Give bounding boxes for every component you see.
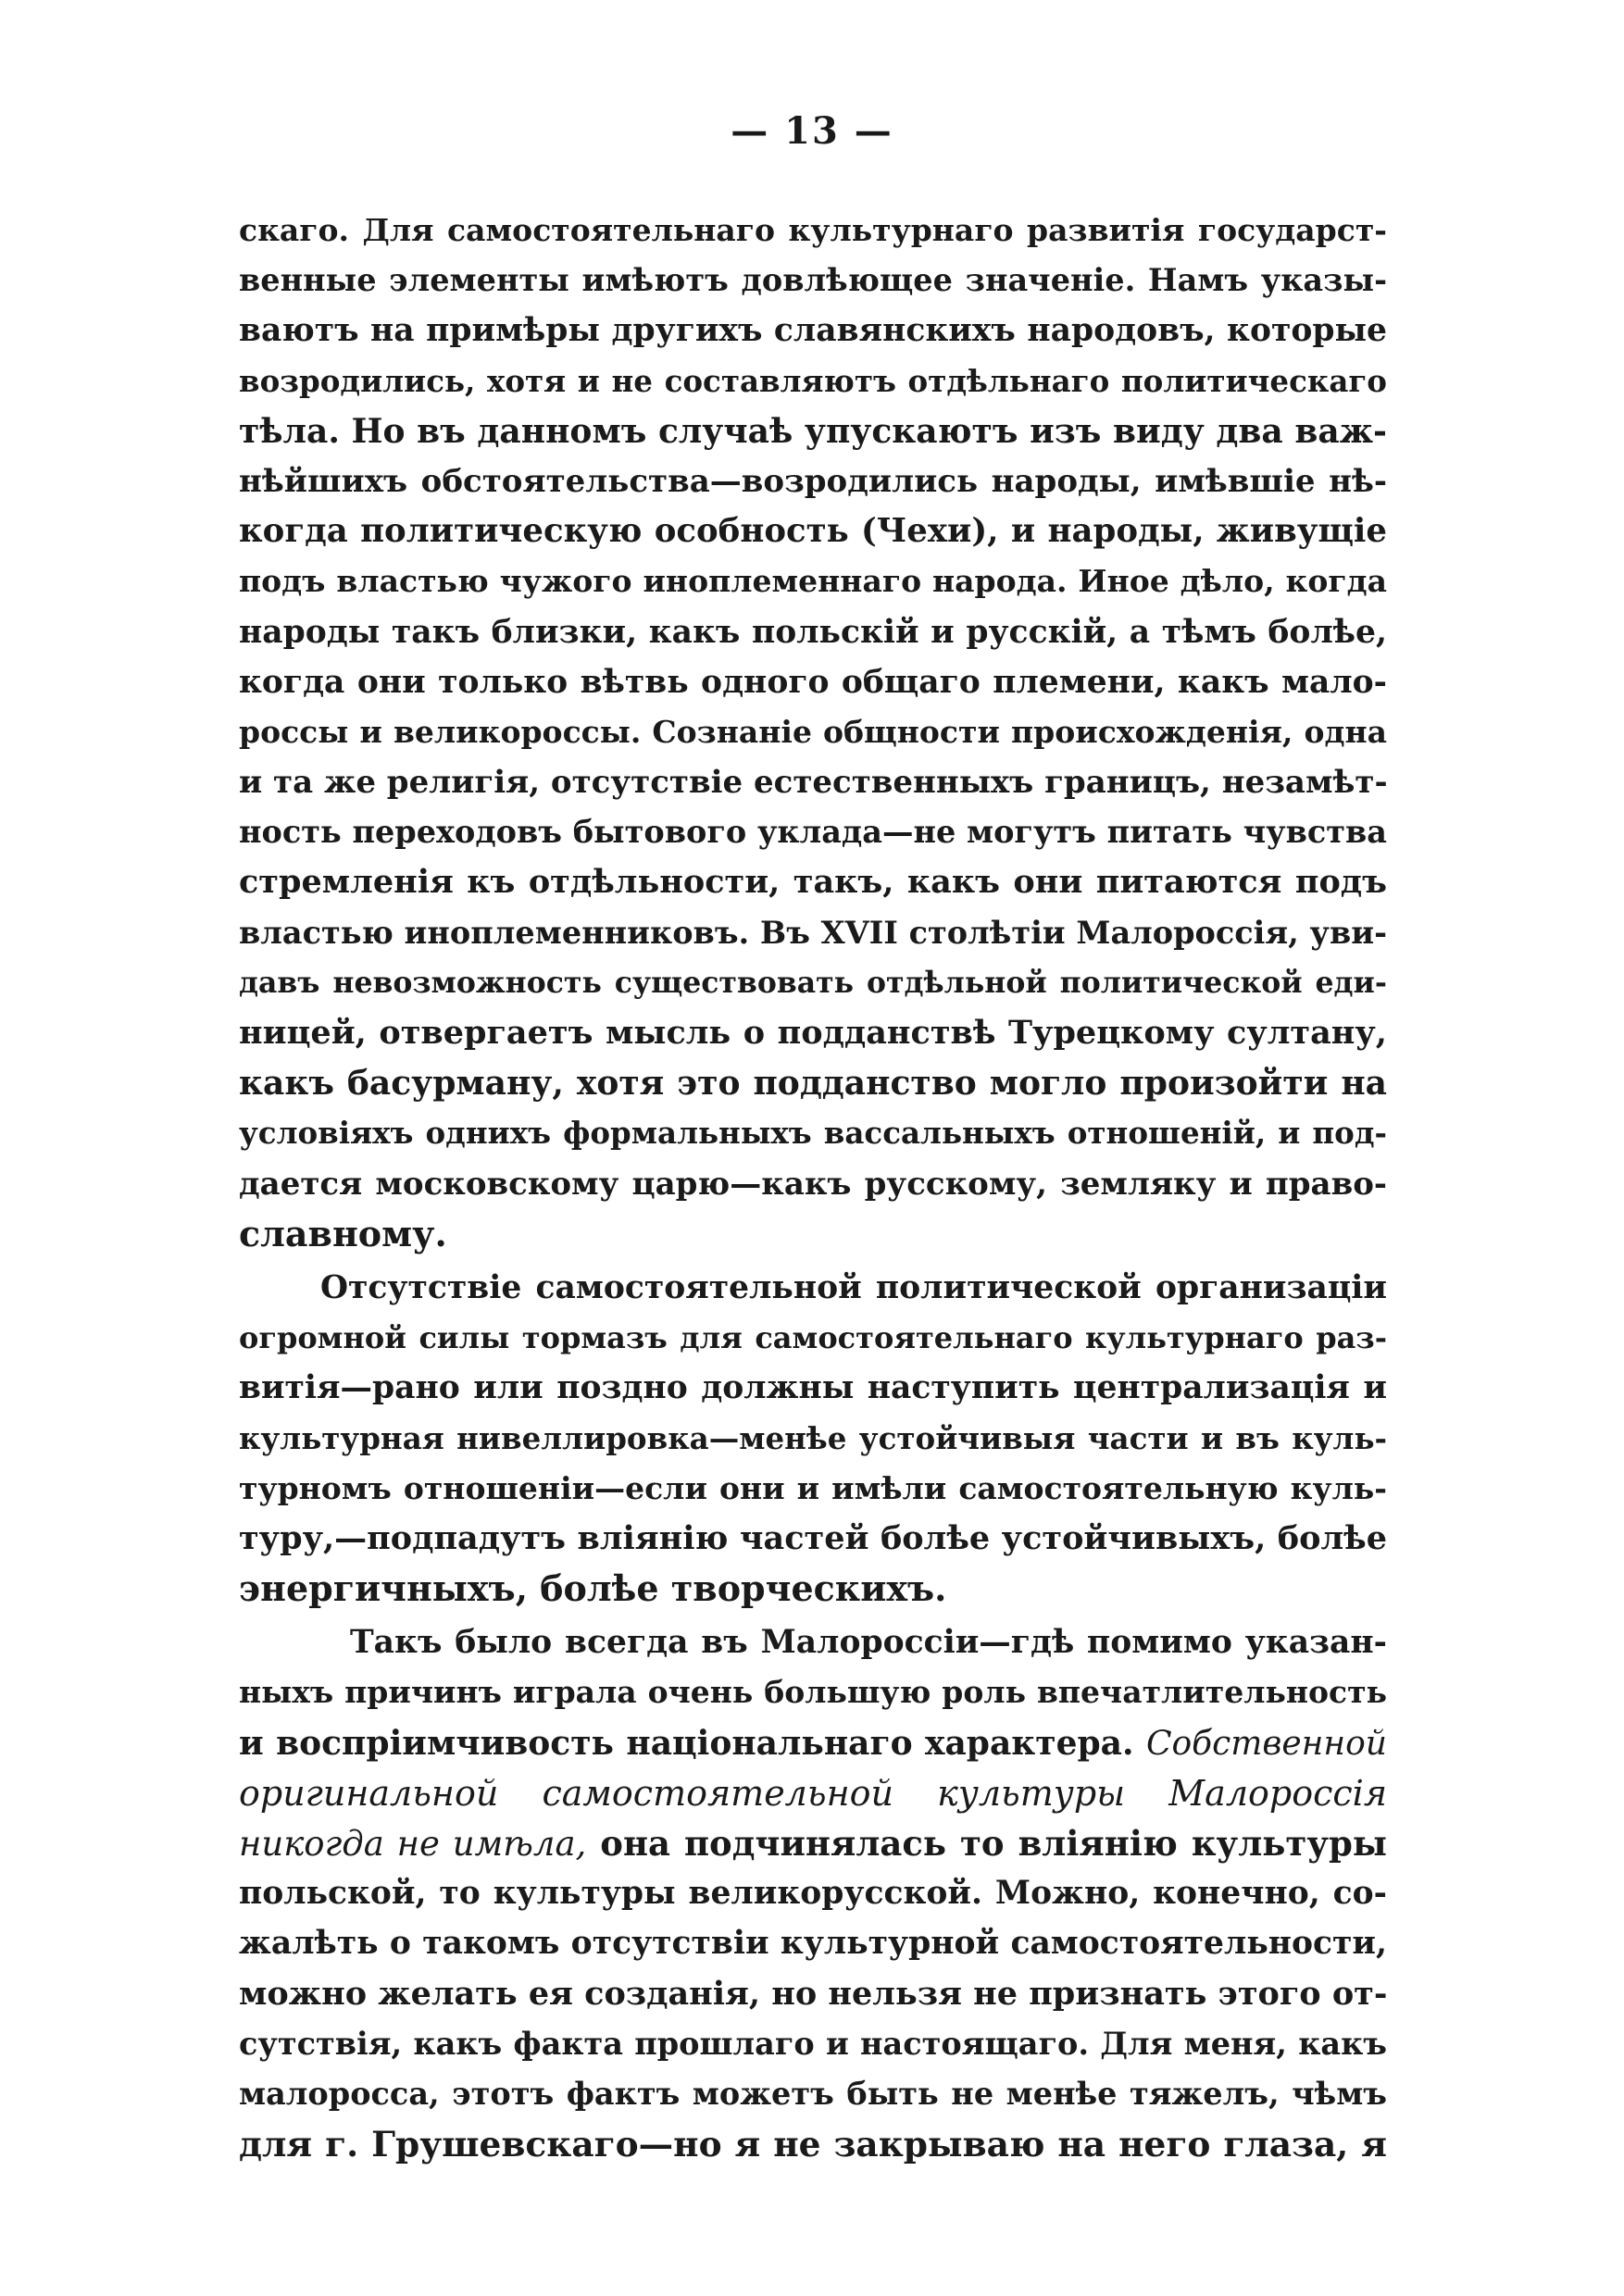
text-line: жалѣть о такомъ отсутствіи культурной самостоятельности, <box>239 1925 1387 1963</box>
text-line: ность переходовъ бытового уклада—не могутъ питать чувства <box>239 814 1387 851</box>
text-line: сутствія, какъ факта прошлаго и настоящаго. Для меня, какъ <box>239 2025 1387 2062</box>
text-line: и та же религія, отсутствіе естественныхъ границъ, незамѣт- <box>239 764 1388 802</box>
text-line: скаго. Для самостоятельнаго культурнаго развитія государст- <box>239 212 1387 248</box>
text-line: для г. Грушевскаго—но я не закрываю на него глаза, я <box>239 2124 1387 2165</box>
text-line: витія—рано или поздно должны наступить централизація и <box>239 1369 1387 1407</box>
body-text <box>239 206 1387 2169</box>
mixed-line <box>239 1718 1387 1768</box>
text-line: тѣла. Но въ данномъ случаѣ упускаютъ изъ виду два важ- <box>239 411 1387 451</box>
text-line: когда политическую особность (Чехи), и народы, живущіе <box>239 512 1387 551</box>
text-line: нѣйшихъ обстоятельства—возродились народы, имѣвшіе нѣ- <box>239 462 1387 500</box>
text-line: условіяхъ однихъ формальныхъ вассальныхъ отношеній, и под- <box>239 1115 1387 1152</box>
text-line: малоросса, этотъ фактъ можетъ быть не менѣе тяжелъ, чѣмъ <box>239 2075 1387 2112</box>
text-line: турномъ отношеніи—если они и имѣли самостоятельную куль- <box>239 1469 1387 1506</box>
text-line: ваютъ на примѣры другихъ славянскихъ народовъ, которые <box>239 312 1387 350</box>
text-line: народы такъ близки, какъ польскій и русскій, а тѣмъ болѣе, <box>239 613 1387 651</box>
text-line: стремленія къ отдѣльности, такъ, какъ они питаются подъ <box>239 863 1387 902</box>
text-run: и воспріимчивость національнаго характера. <box>239 1723 1134 1763</box>
paragraph-start-line: Такъ было всегда въ Малороссіи—гдѣ помимо указан- <box>350 1624 1387 1662</box>
text-line: польской, то культуры великорусской. Можно, конечно, со- <box>239 1875 1387 1913</box>
italic-text-run: никогда не имѣла, <box>239 1824 587 1864</box>
text-line: какъ басурману, хотя это подданство могло произойти на <box>239 1064 1387 1104</box>
text-line: венные элементы имѣютъ довлѣющее значеніе. Намъ указы- <box>239 262 1387 299</box>
italic-text-line: оригинальной самостоятельной культуры Малороссія <box>239 1772 1387 1814</box>
text-line: когда они только вѣтвь одного общаго племени, какъ мало- <box>239 663 1387 701</box>
text-line: культурная нивеллировка—менѣе устойчивыя части и въ куль- <box>239 1419 1387 1456</box>
text-line: можно желать ея созданія, но нельзя не признать этого от- <box>239 1974 1388 2013</box>
text-line: энергичныхъ, болѣе творческихъ. <box>239 1567 947 1610</box>
text-line: дается московскому царю—какъ русскому, земляку и право- <box>239 1165 1387 1203</box>
text-line: ницей, отвергаетъ мысль о подданствѣ Турецкому султану, <box>239 1014 1387 1052</box>
text-line: огромной силы тормазъ для самостоятельнаго культурнаго раз- <box>239 1320 1387 1356</box>
text-line: россы и великороссы. Сознаніе общности происхожденія, одна <box>239 713 1387 750</box>
page-number: — 13 — <box>731 109 893 153</box>
text-line: давъ невозможность существовать отдѣльной политической еди- <box>239 965 1387 1000</box>
text-line: подъ властью чужого иноплеменнаго народа. Иное дѣло, когда <box>239 563 1387 600</box>
text-run: она подчинялась то вліянію культуры <box>600 1823 1387 1864</box>
text-line: туру,—подпадутъ вліянію частей болѣе устойчивыхъ, болѣе <box>239 1518 1387 1557</box>
text-line: ныхъ причинъ играла очень большую роль впечатлительность <box>239 1674 1387 1711</box>
text-line: властью иноплеменниковъ. Въ XVII столѣтіи Малороссія, уви- <box>239 914 1387 951</box>
text-line: возродились, хотя и не составляютъ отдѣльнаго политическаго <box>239 362 1387 399</box>
paragraph-start-line: Отсутствіе самостоятельной политической организаціи <box>320 1268 1387 1306</box>
italic-text-run: Собственной <box>1145 1724 1387 1763</box>
text-line: славному. <box>239 1212 447 1254</box>
mixed-line <box>239 1818 1387 1868</box>
